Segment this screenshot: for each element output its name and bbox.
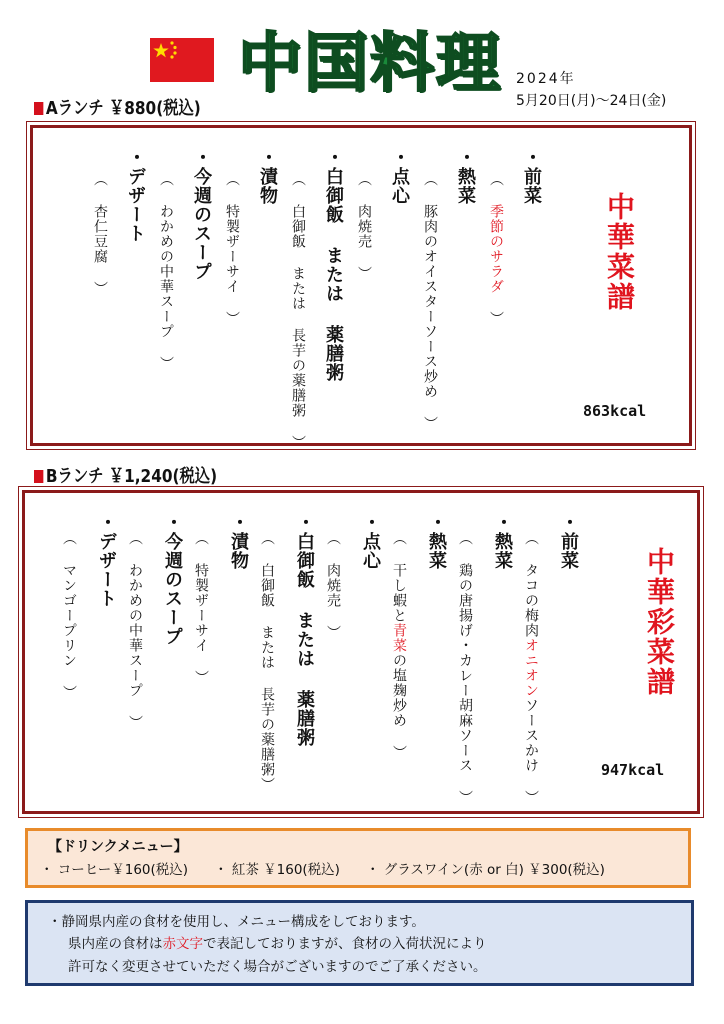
page-title: 中国料理 xyxy=(238,27,502,101)
menu-dish-dish-red: 青菜 xyxy=(391,623,407,653)
menu-dish-dish-pre: （ 肉焼売 ） xyxy=(325,531,341,640)
drink-item-coffee: ・ コーヒー￥160(税込) xyxy=(40,862,189,878)
menu-dish xyxy=(354,172,374,281)
lunch-b-box xyxy=(22,490,700,814)
menu-dish xyxy=(288,172,308,450)
lunch-a-heading xyxy=(34,94,201,120)
menu-dish-dish-pre: （ わかめの中華スープ ） xyxy=(158,172,174,371)
menu-year: 2024年 xyxy=(516,71,576,87)
menu-category: ・今週のスープ xyxy=(191,148,212,281)
drink-menu-items xyxy=(40,858,605,878)
menu-category: ・白御飯 または 薬膳粥 xyxy=(323,148,344,382)
menu-dish-dish-pre: （ 鶏の唐揚げ・カレー胡麻ソース ） xyxy=(457,531,473,805)
menu-dish xyxy=(90,172,110,296)
menu-category: ・点心 xyxy=(389,148,410,205)
menu-dish-dish-pre: （ 肉焼売 ） xyxy=(356,172,372,281)
menu-dish-dish-pre: （ 杏仁豆腐 ） xyxy=(92,172,108,296)
menu-dish xyxy=(486,172,506,326)
menu-dish-dish-pre: （ わかめの中華スープ ） xyxy=(127,531,143,730)
menu-category: ・前菜 xyxy=(521,148,542,205)
menu-dish xyxy=(125,531,145,730)
notice-line-2-red: 赤文字 xyxy=(162,936,203,952)
menu-dish-dish-pre: （ 特製ザーサイ ） xyxy=(224,172,240,326)
menu-dish-dish-post: の塩麹炒め ） xyxy=(391,653,407,760)
lunch-b-heading-text: Bランチ ￥1,240(税込) xyxy=(45,466,218,487)
menu-category: ・漬物 xyxy=(228,513,249,570)
menu-dish xyxy=(59,531,79,700)
drink-menu-title: 【ドリンクメニュー】 xyxy=(48,839,188,855)
lunch-a-kcal: 863kcal xyxy=(583,402,647,420)
menu-dish-dish-red: 季節のサラダ xyxy=(488,204,504,294)
menu-dish-dish-pre: （ 特製ザーサイ ） xyxy=(193,531,209,685)
menu-category: ・今週のスープ xyxy=(162,513,183,646)
notice-line-2-pre: 県内産の食材は xyxy=(68,936,163,952)
china-flag-icon xyxy=(150,38,214,82)
menu-dish xyxy=(191,531,211,685)
menu-dish xyxy=(323,531,343,640)
menu-category: ・デザート xyxy=(125,148,146,243)
lunch-a-course-name: 中華菜譜 xyxy=(603,192,636,312)
lunch-b-course-name: 中華彩菜譜 xyxy=(643,547,676,697)
menu-dish-dish-pre: （ 白御飯 または 長芋の薬膳粥） xyxy=(259,531,275,792)
menu-dish-dish-pre: （ 干し蝦と xyxy=(391,531,407,623)
red-square-icon xyxy=(34,470,43,483)
menu-category: ・白御飯 または 薬膳粥 xyxy=(294,513,315,747)
menu-dish xyxy=(222,172,242,326)
menu-dish-dish-pre: （ 白御飯 または 長芋の薬膳粥 ） xyxy=(290,172,306,450)
menu-dish-dish-post: ） xyxy=(488,294,504,326)
lunch-a-box xyxy=(30,125,692,450)
menu-dish-dish-pre: （ xyxy=(488,172,504,204)
notice-line-2 xyxy=(68,932,487,952)
menu-category: ・点心 xyxy=(360,513,381,570)
notice-line-3: 許可なく変更させていただく場合がございますのでご了承ください。 xyxy=(68,959,487,975)
notice-line-2-post: で表記しておりますが、食材の入荷状況により xyxy=(203,936,487,952)
menu-dish xyxy=(156,172,176,371)
red-square-icon xyxy=(34,102,43,115)
menu-dish xyxy=(389,531,409,760)
menu-dish xyxy=(420,172,440,431)
lunch-b-heading xyxy=(34,462,217,488)
menu-dish-dish-post: ソースかけ ） xyxy=(523,698,539,805)
menu-dish-dish-pre: （ マンゴープリン ） xyxy=(61,531,77,700)
menu-dish xyxy=(455,531,475,805)
menu-dish xyxy=(257,531,277,792)
menu-category: ・熱菜 xyxy=(426,513,447,570)
menu-category: ・デザート xyxy=(96,513,117,608)
menu-category: ・熱菜 xyxy=(455,148,476,205)
drink-item-wine: ・ グラスワイン(赤 or 白) ￥300(税込) xyxy=(365,862,605,878)
menu-dish-dish-red: オニオン xyxy=(523,638,539,698)
notice-line-1: ・静岡県内産の食材を使用し、メニュー構成をしております。 xyxy=(48,914,425,930)
lunch-a-heading-text: Aランチ ￥880(税込) xyxy=(45,98,201,119)
menu-dates: 5月20日(月)〜24日(金) xyxy=(516,93,667,109)
menu-category: ・漬物 xyxy=(257,148,278,205)
drink-item-tea: ・ 紅茶 ￥160(税込) xyxy=(214,862,340,878)
lunch-b-kcal: 947kcal xyxy=(601,761,665,779)
menu-dish-dish-pre: （ 豚肉のオイスターソース炒め ） xyxy=(422,172,438,431)
menu-dish xyxy=(521,531,541,805)
menu-category: ・熱菜 xyxy=(492,513,513,570)
menu-dish-dish-pre: （ タコの梅肉 xyxy=(523,531,539,638)
menu-category: ・前菜 xyxy=(558,513,579,570)
